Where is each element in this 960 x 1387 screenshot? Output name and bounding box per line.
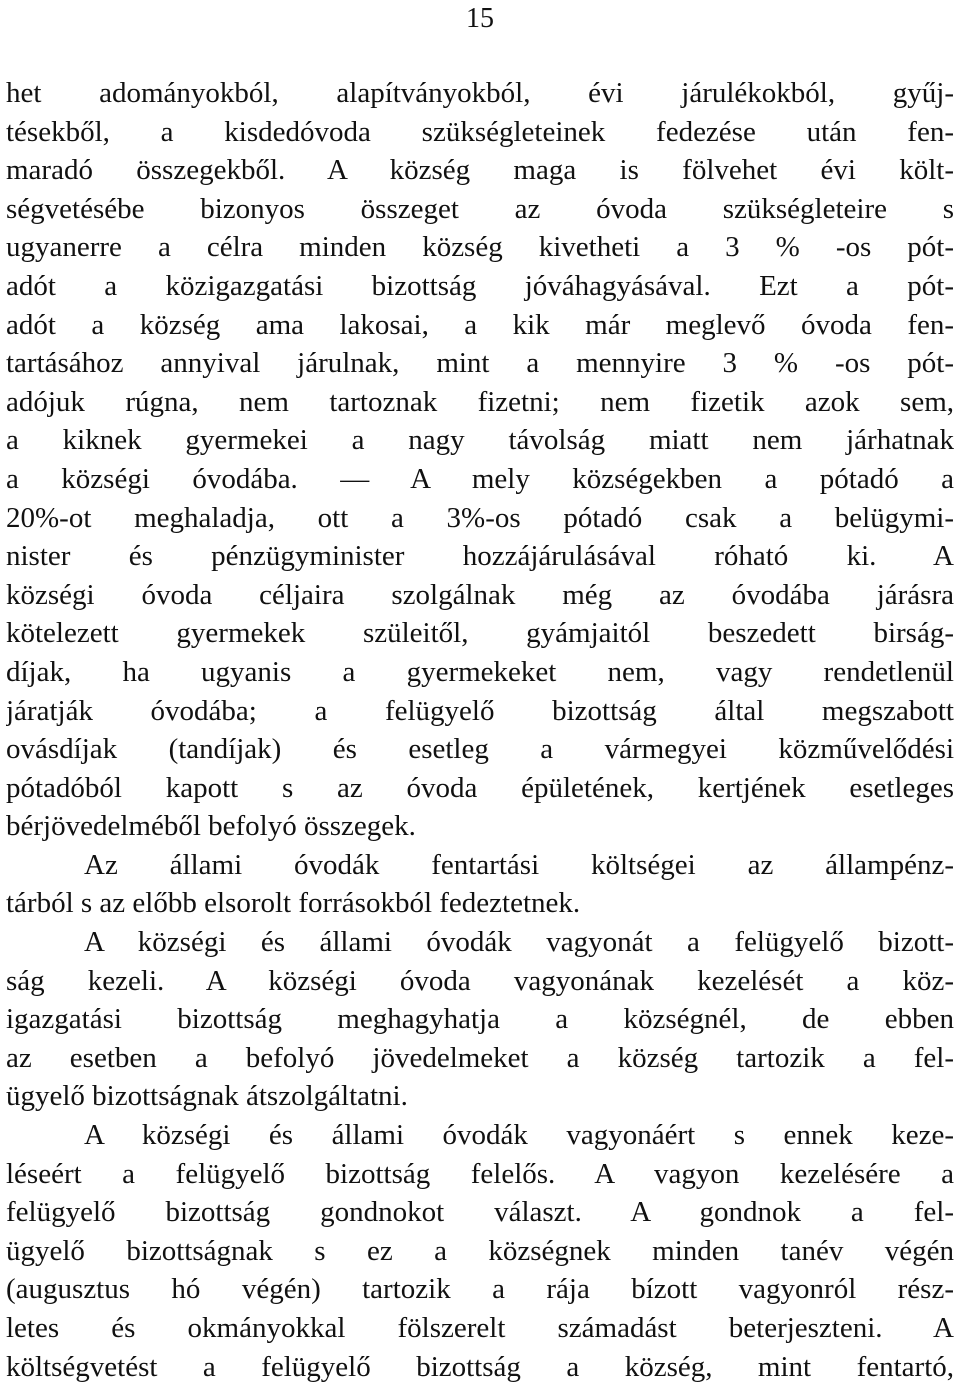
text-line: költségvetést a felügyelő bizottság a község, mint fentartó,: [6, 1350, 954, 1383]
text-line: het adományokból, alapítványokból, évi járulékokból, gyűj-: [6, 77, 954, 109]
text-line: 20%-ot meghaladja, ott a 3%-os pótadó csak a belügymi-: [6, 501, 954, 534]
text-line: az esetben a befolyó jövedelmeket a község tartozik a fel-: [6, 1041, 954, 1074]
text-line: felügyelő bizottság gondnokot választ. A gondnok a fel-: [6, 1196, 954, 1229]
body-text: [6, 74, 954, 1386]
text-line: Az állami óvodák fentartási költségei az állampénz-: [84, 848, 954, 881]
text-line: ségvetésébe bizonyos összeget az óvoda szükségleteire s: [6, 192, 954, 225]
text-line: járatják óvodába; a felügyelő bizottság által megszabott: [6, 694, 954, 727]
text-line: maradó összegekből. A község maga is fölvehet évi költ-: [6, 154, 954, 187]
text-line: ság kezeli. A községi óvoda vagyonának kezelését a köz-: [6, 964, 954, 997]
text-line: A községi és állami óvodák vagyonáért s ennek keze-: [84, 1119, 954, 1152]
text-line: ugyanerre a célra minden község kivetheti a 3 % -os pót-: [6, 231, 954, 264]
text-line: a községi óvodába. — A mely községekben a pótadó a: [6, 462, 954, 495]
text-line: ovásdíjak (tandíjak) és esetleg a vármegyei közművelődési: [6, 733, 954, 766]
text-line: ügyelő bizottságnak s ez a községnek minden tanév végén: [6, 1234, 954, 1267]
text-line: tartásához annyival járulnak, mint a mennyire 3 % -os pót-: [6, 347, 954, 380]
text-line: (augusztus hó végén) tartozik a rája bízott vagyonról rész-: [6, 1273, 954, 1306]
page-number: 15: [466, 3, 494, 34]
text-line: adót a közigazgatási bizottság jóváhagyásával. Ezt a pót-: [6, 269, 954, 302]
text-line: nister és pénzügyminister hozzájárulásával róható ki. A: [6, 540, 954, 573]
text-line: pótadóból kapott s az óvoda épületének, kertjének esetleges: [6, 771, 954, 804]
text-line: kötelezett gyermekek szüleitől, gyámjaitól beszedett birság-: [6, 617, 954, 650]
text-line: bérjövedelméből befolyó összegek.: [6, 810, 416, 843]
text-line: díjak, ha ugyanis a gyermekeket nem, vagy rendetlenül: [6, 655, 954, 688]
text-line: adót a község ama lakosai, a kik már meglevő óvoda fen-: [6, 308, 954, 341]
text-line: ügyelő bizottságnak átszolgáltatni.: [6, 1080, 408, 1113]
text-line: igazgatási bizottság meghagyhatja a községnél, de ebben: [6, 1003, 954, 1036]
text-line: léseért a felügyelő bizottság felelős. A vagyon kezelésére a: [6, 1157, 954, 1190]
text-line: községi óvoda céljaira szolgálnak még az óvodába járásra: [6, 578, 954, 611]
text-line: tárból s az előbb elsorolt forrásokból fedeztetnek.: [6, 887, 581, 920]
text-line: A községi és állami óvodák vagyonát a felügyelő bizott-: [84, 926, 954, 959]
text-line: letes és okmányokkal fölszerelt számadást beterjeszteni. A: [6, 1312, 954, 1344]
text-line: tésekből, a kisdedóvoda szükségleteinek fedezése után fen-: [6, 115, 954, 148]
text-line: adójuk rúgna, nem tartoznak fizetni; nem fizetik azok sem,: [6, 385, 954, 418]
text-line: a kiknek gyermekei a nagy távolság miatt nem járhatnak: [6, 424, 954, 457]
